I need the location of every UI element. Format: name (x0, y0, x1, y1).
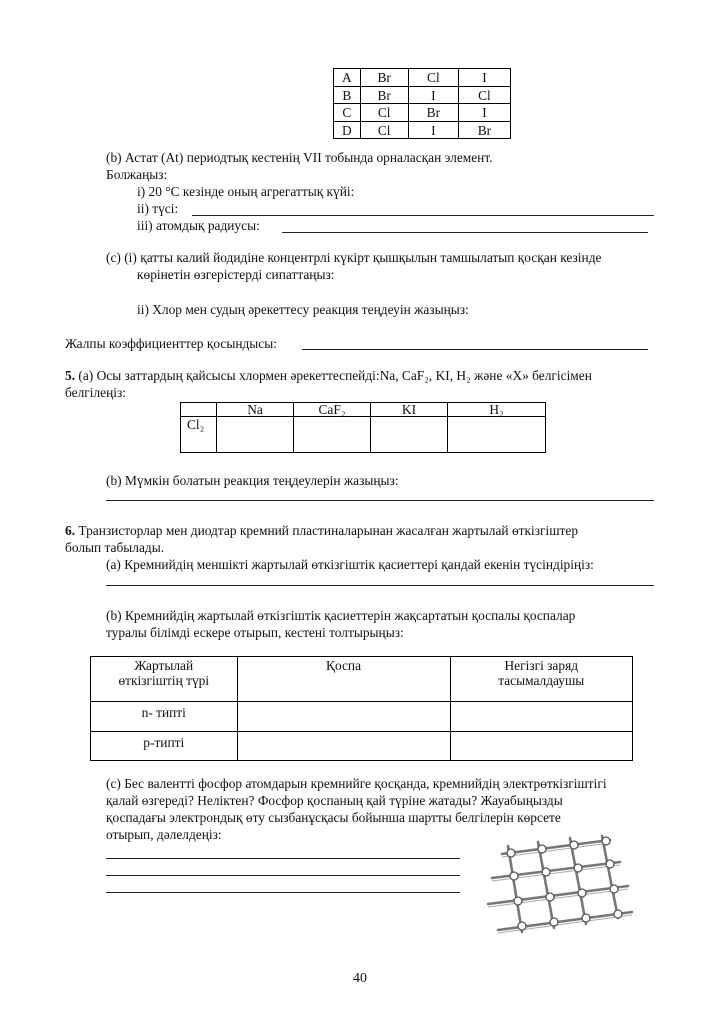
table-header-dopant: Қоспа (237, 657, 450, 702)
answer-line[interactable] (106, 585, 654, 586)
table-row (334, 69, 511, 87)
table-row (334, 121, 511, 139)
question-5-text: (а) Осы заттардың қайсысы хлормен әрекеттеспейді:Na, CaF₂, KI, H₂ және «X» белгісімен (75, 368, 592, 383)
answer-cell[interactable] (217, 417, 294, 453)
answer-line[interactable] (192, 215, 654, 216)
answer-cell[interactable] (237, 702, 450, 732)
table-header: H₂ (448, 403, 546, 417)
answer-cell[interactable] (450, 702, 632, 732)
table-header-carrier (450, 657, 632, 702)
table-row (91, 702, 633, 732)
question-b-i: i) 20 °C кезінде оның агрегаттық күйі: (137, 184, 355, 199)
table-row (181, 403, 546, 417)
table-cell: Br (458, 121, 510, 139)
table-cell: D (334, 121, 361, 139)
answer-line[interactable] (106, 875, 460, 876)
table-cell: Cl (360, 121, 408, 139)
table-cell: Br (360, 69, 408, 87)
chlorine-reaction-table (180, 402, 546, 453)
header-text: тасымалдаушы (498, 673, 585, 688)
page-number: 40 (353, 971, 367, 986)
question-c-line1: (c) (i) қатты калий йодидіне концентрлі күкірт қышқылын тамшылатып қосқан кезінде (106, 250, 602, 265)
table-cell: Cl (458, 86, 510, 104)
answer-cell[interactable] (294, 417, 371, 453)
table-header: CaF₂ (294, 403, 371, 417)
answer-cell[interactable] (371, 417, 448, 453)
answer-line[interactable] (106, 500, 654, 501)
coefficient-sum-label: Жалпы коэффициенттер қосындысы: (65, 336, 277, 351)
question-6-a: (а) Кремнийдің меншікті жартылай өткізгіштік қасиеттері қандай екенін түсіндіріңіз: (106, 557, 594, 572)
header-text: өткізгіштің түрі (118, 673, 210, 688)
semiconductor-table (90, 656, 633, 761)
question-5-line1 (65, 368, 592, 384)
answer-line[interactable] (106, 858, 460, 859)
table-header-type (91, 657, 238, 702)
question-6-text: Транзисторлар мен диодтар кремний пластиналарынан жасалған жартылай өткізгіштер (75, 523, 579, 538)
question-6-c-line4: отырып, дәлелдеңіз: (106, 827, 222, 842)
table-row (334, 86, 511, 104)
question-6-line2: болып табылады. (65, 540, 165, 555)
table-cell: B (334, 86, 361, 104)
question-c-ii: ii) Хлор мен судың әрекеттесу реакция теңдеуін жазыңыз: (137, 302, 469, 317)
question-5-number: 5. (65, 368, 76, 383)
answer-options-table (333, 68, 511, 139)
question-b-ii: ii) түсі: (137, 201, 179, 216)
answer-cell[interactable] (237, 732, 450, 761)
row-label: Cl₂ (181, 417, 217, 453)
answer-line[interactable] (282, 232, 648, 233)
table-cell: I (408, 86, 458, 104)
silicon-lattice-image (482, 832, 640, 936)
question-5-b: (b) Мүмкін болатын реакция теңдеулерін жазыңыз: (106, 473, 399, 488)
question-b-intro: (b) Астат (At) периодтық кестенің VII тобында орналасқан элемент. (106, 150, 493, 165)
question-c-line2: көрінетін өзгерістерді сипаттаңыз: (137, 267, 335, 282)
answer-cell[interactable] (450, 732, 632, 761)
question-b-iii: iii) атомдық радиусы: (137, 218, 260, 233)
table-row (334, 104, 511, 122)
question-6-b-line2: туралы білімді ескере отырып, кестені толтырыңыз: (106, 625, 404, 640)
table-header: Na (217, 403, 294, 417)
table-cell: I (458, 69, 510, 87)
header-text: Негізгі заряд (504, 658, 579, 673)
question-6-line1 (65, 523, 578, 539)
table-cell: Cl (408, 69, 458, 87)
answer-line[interactable] (302, 349, 648, 350)
table-cell: C (334, 104, 361, 122)
table-header: KI (371, 403, 448, 417)
question-5-line2: белгілеңіз: (65, 385, 126, 400)
question-6-c-line3: қоспадағы электрондық өту сызбанұсқасы бойынша шартты белгілерін көрсете (106, 810, 561, 825)
row-label: p-типті (91, 732, 238, 761)
question-6-number: 6. (65, 523, 76, 538)
question-b-predict: Болжаңыз: (106, 167, 168, 182)
table-cell: Br (360, 86, 408, 104)
answer-cell[interactable] (448, 417, 546, 453)
header-text: Жартылай (134, 658, 194, 673)
table-cell: Br (408, 104, 458, 122)
table-row (91, 657, 633, 702)
table-cell: I (408, 121, 458, 139)
table-row (91, 732, 633, 761)
answer-line[interactable] (106, 892, 460, 893)
question-6-c-line1: (c) Бес валентті фосфор атомдарын кремнийге қосқанда, кремнийдің электрөткізгіштігі (106, 776, 607, 791)
table-cell (181, 403, 217, 417)
table-row (181, 417, 546, 453)
row-label: n- типті (91, 702, 238, 732)
question-6-c-line2: қалай өзгереді? Неліктен? Фосфор қоспаның қай түріне жатады? Жауабыңызды (106, 793, 563, 808)
table-cell: A (334, 69, 361, 87)
question-6-b-line1: (b) Кремнийдің жартылай өткізгіштік қасиеттерін жақсартатын қоспалы қоспалар (106, 608, 576, 623)
table-cell: Cl (360, 104, 408, 122)
table-cell: I (458, 104, 510, 122)
